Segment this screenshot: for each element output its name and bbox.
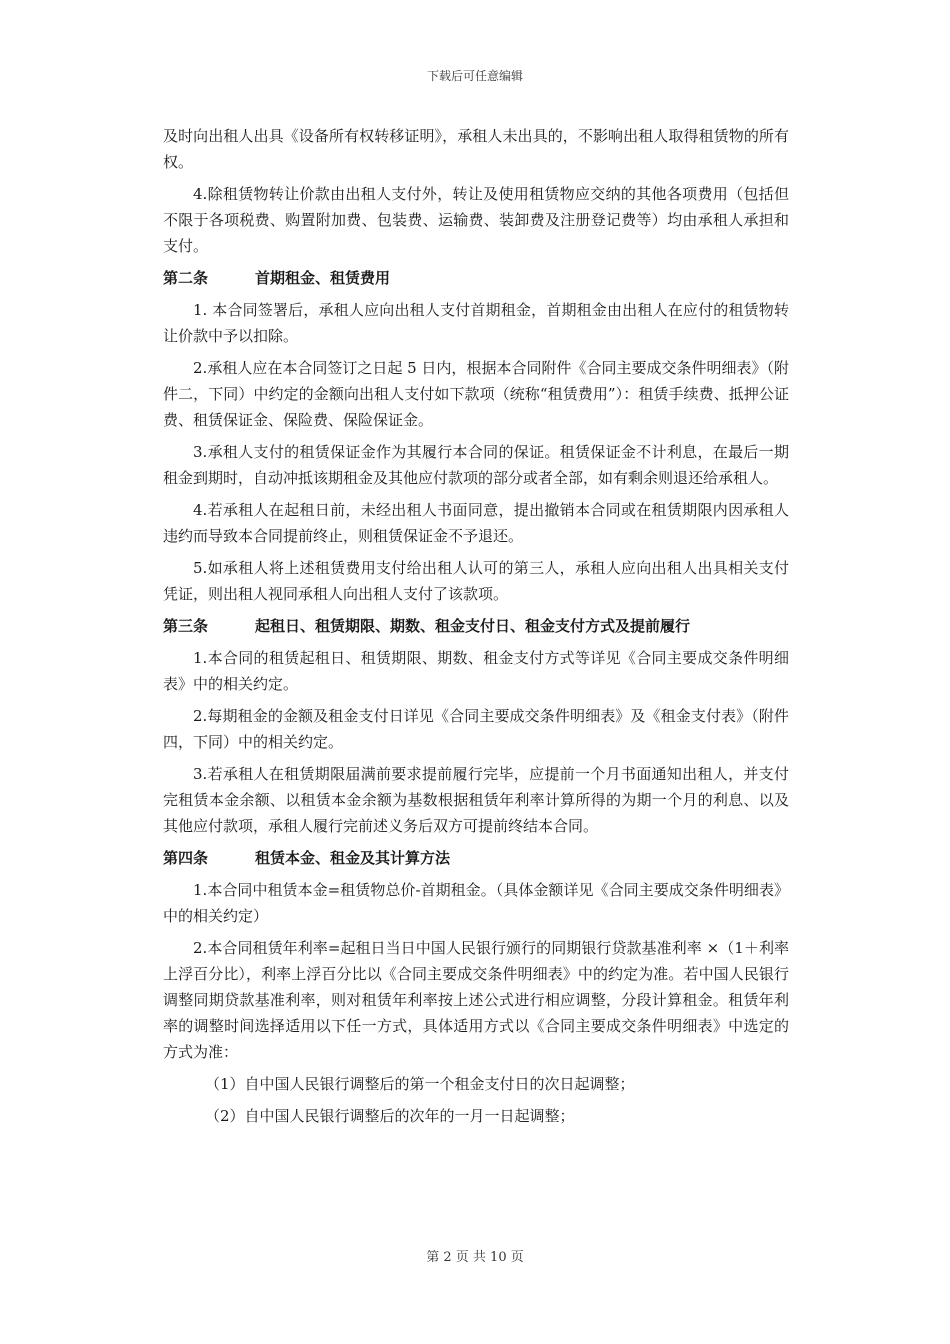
list-item: （2）自中国人民银行调整后的次年的一月一日起调整； xyxy=(205,1107,575,1125)
article-heading-4 xyxy=(163,845,789,871)
page-header: 下载后可任意编辑 xyxy=(426,69,523,83)
paragraph: 4.若承租人在起租日前，未经出租人书面同意，提出撤销本合同或在租赁期限内因承租人违约而导致本合同提前终止，则租赁保证金不予退还。 xyxy=(163,501,789,545)
paragraph: 2.每期租金的金额及租金支付日详见《合同主要成交条件明细表》及《租金支付表》（附件四，下同）中的相关约定。 xyxy=(163,707,789,751)
paragraph: 2.本合同租赁年利率=起租日当日中国人民银行颁行的同期银行贷款基准利率 ×（1＋利率上浮百分比），利率上浮百分比以《合同主要成交条件明细表》中的约定为准。若中国人民银行调整同期贷款基准利率，则对租赁年利率按上述公式进行相应调整，分段计算租金。租赁年利率的调整时间选择适用以下任一方式，具体适用方式以《合同主要成交条件明细表》中选定的方式为准： xyxy=(163,939,789,1061)
article-title: 首期租金、租赁费用 xyxy=(255,269,391,287)
paragraph: 1. 本合同签署后，承租人应向出租人支付首期租金，首期租金由出租人在应付的租赁物转让价款中予以扣除。 xyxy=(163,301,789,345)
article-number: 第二条 xyxy=(163,269,209,287)
paragraph: 3.若承租人在租赁期限届满前要求提前履行完毕，应提前一个月书面通知出租人，并支付完租赁本金余额、以租赁本金余额为基数根据租赁年利率计算所得的为期一个月的利息、以及其他应付款项，承租人履行完前述义务后双方可提前终结本合同。 xyxy=(163,765,789,835)
article-number: 第四条 xyxy=(163,849,209,867)
article-title: 租赁本金、租金及其计算方法 xyxy=(255,849,451,867)
article-heading-2 xyxy=(163,265,789,291)
paragraph: 1.本合同的租赁起租日、租赁期限、期数、租金支付方式等详见《合同主要成交条件明细表》中的相关约定。 xyxy=(163,649,789,693)
paragraph: 4.除租赁物转让价款由出租人支付外，转让及使用租赁物应交纳的其他各项费用（包括但不限于各项税费、购置附加费、包装费、运输费、装卸费及注册登记费等）均由承租人承担和支付。 xyxy=(163,185,789,255)
paragraph: 1.本合同中租赁本金=租赁物总价-首期租金。（具体金额详见《合同主要成交条件明细表》中的相关约定） xyxy=(163,881,789,925)
paragraph: 2.承租人应在本合同签订之日起 5 日内，根据本合同附件《合同主要成交条件明细表》（附件二，下同）中约定的金额向出租人支付如下款项（统称“租赁费用”）：租赁手续费、抵押公证费、租赁保证金、保险费、保险保证金。 xyxy=(163,359,789,429)
paragraph: 及时向出租人出具《设备所有权转移证明》，承租人未出具的，不影响出租人取得租赁物的所有权。 xyxy=(163,127,789,171)
article-title: 起租日、租赁期限、期数、租金支付日、租金支付方式及提前履行 xyxy=(255,617,691,635)
page-footer: 第 2 页 共 10 页 xyxy=(426,1250,524,1265)
contract-body xyxy=(163,123,789,1135)
article-heading-3 xyxy=(163,613,789,639)
paragraph: 3.承租人支付的租赁保证金作为其履行本合同的保证。租赁保证金不计利息，在最后一期租金到期时，自动冲抵该期租金及其他应付款项的部分或者全部，如有剩余则退还给承租人。 xyxy=(163,443,789,487)
article-number: 第三条 xyxy=(163,617,209,635)
paragraph: 5.如承租人将上述租赁费用支付给出租人认可的第三人，承租人应向出租人出具相关支付凭证，则出租人视同承租人向出租人支付了该款项。 xyxy=(163,559,789,603)
list-item: （1）自中国人民银行调整后的第一个租金支付日的次日起调整； xyxy=(205,1075,635,1093)
